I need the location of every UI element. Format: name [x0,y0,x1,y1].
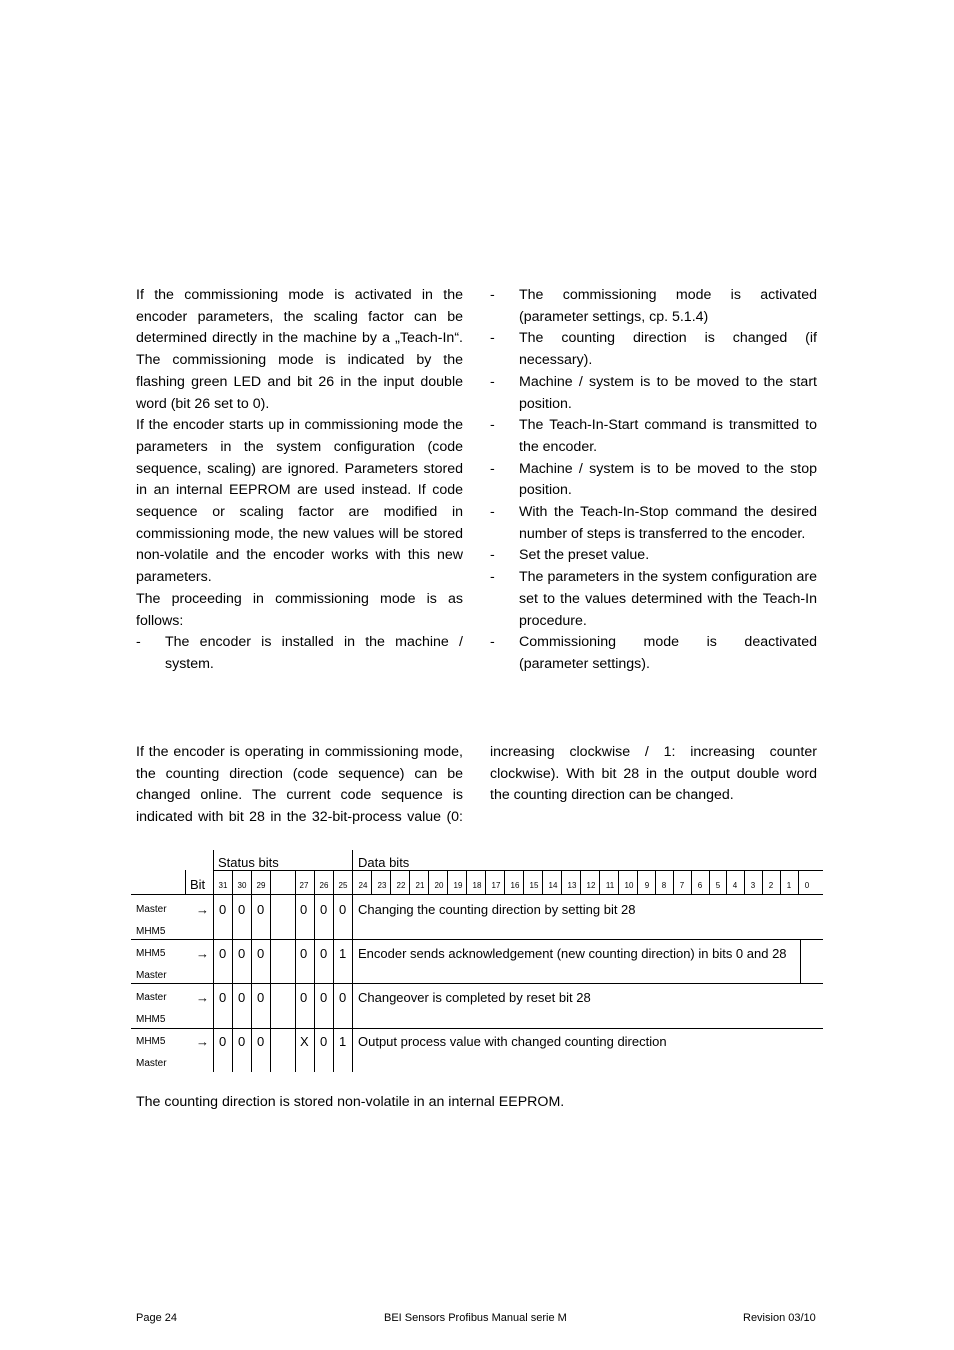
commissioning-intro-column [136,285,463,676]
direction-arrow: → [196,1034,209,1049]
bit-number: 19 [453,881,463,890]
bit-value: 0 [219,990,227,1005]
bit-number: 4 [732,881,738,890]
bit-number: 12 [586,881,596,890]
bit-number: 2 [768,881,774,890]
bit-number: 18 [472,881,482,890]
data-bits-header: Data bits [358,855,410,870]
bit-number: 21 [415,881,425,890]
row-description: Changing the counting direction by setting bit 28 [358,902,636,917]
bit-value: 0 [320,1034,328,1049]
paragraph: If the encoder is operating in commissioning mode, the counting direction (code sequence) can be changed online. The current code sequence is indicated with bit 28 in the 32-bit-process value (0: [136,744,463,826]
bit-value: 0 [219,902,227,917]
list-item: - The encoder is installed in the machine / system. [136,634,463,672]
bit-value: 0 [339,902,347,917]
bit-value: 1 [339,1034,347,1049]
row-sender: MHM5 [136,1036,166,1047]
list-item-text: The Teach-In-Start command is transmitted to the encoder. [519,417,817,455]
bit-value: 0 [300,990,308,1005]
bit-number: 8 [661,881,667,890]
commissioning-steps-list [490,285,817,676]
list-item: - The counting direction is changed (if necessary). [490,330,817,369]
row-sender: Master [136,904,167,915]
bit-number: 22 [396,881,406,890]
bit-table [131,850,823,1072]
bit-value: 0 [257,1034,265,1049]
bit-number: 27 [299,881,309,890]
bit-number: 17 [491,881,501,890]
list-item: - Commissioning mode is deactivated (parameter settings). [490,634,817,672]
bit-value: 0 [238,1034,246,1049]
bit-number: 24 [358,881,368,890]
bit-value: 1 [339,946,347,961]
list-item-text: Machine / system is to be moved to the stop position. [519,460,817,499]
bit-value: 0 [320,946,328,961]
footer-revision: Revision 03/10 [743,1312,816,1324]
bit-number: 3 [750,881,756,890]
bit-value: 0 [219,946,227,961]
list-item-text: Set the preset value. [519,547,650,564]
list-item: - Machine / system is to be moved to the start position. [490,373,817,412]
list-item-text: With the Teach-In-Stop command the desired number of steps is transferred to the encoder. [519,504,817,542]
list-item: - Machine / system is to be moved to the stop position. [490,460,817,499]
bit-number: 30 [237,881,247,890]
bit-number: 15 [529,881,539,890]
list-item: - The parameters in the system configuration are set to the values determined with the Teach-In procedure. [490,569,817,629]
bit-number: 25 [338,881,348,890]
paragraph: increasing clockwise / 1: increasing counter clockwise). With bit 28 in the output double word the counting direction can be changed. [490,744,817,804]
bit-value: 0 [238,990,246,1005]
row-receiver: MHM5 [136,926,166,937]
direction-arrow: → [196,990,209,1005]
list-item-text: The commissioning mode is activated (parameter settings, cp. 5.1.4) [519,287,817,325]
bit-value: 0 [238,902,246,917]
bit-value: 0 [320,902,328,917]
bit-value: 0 [238,946,246,961]
paragraph: If the commissioning mode is activated in the encoder parameters, the scaling factor can be determined directly in the machine by a „Teach-In“. The commissioning mode is indicated by the flashing green LED and bit 26 in the input double word (bit 26 set to 0). [136,287,463,412]
list-item-text: Commissioning mode is deactivated (parameter settings). [519,634,817,672]
bit-number: 26 [319,881,329,890]
status-bits-header: Status bits [218,855,279,870]
row-description: Output process value with changed counting direction [358,1034,667,1049]
bit-number: 14 [548,881,558,890]
bit-number: 1 [786,881,792,890]
bit-number: 10 [624,881,634,890]
row-description: Changeover is completed by reset bit 28 [358,990,591,1005]
direction-arrow: → [196,946,209,961]
list-item-text: Machine / system is to be moved to the start position. [519,373,817,412]
bit-number: 20 [434,881,444,890]
counting-direction-text-left [136,742,463,829]
bit-value: 0 [257,946,265,961]
bit-value: X [300,1034,309,1049]
bit-number: 23 [377,881,387,890]
bit-number: 11 [605,881,615,890]
bit-number: 5 [715,881,721,890]
list-item: - With the Teach-In-Stop command the desired number of steps is transferred to the encoder. [490,504,817,542]
bit-number: 7 [679,881,685,890]
bit-value: 0 [300,902,308,917]
bit-number: 13 [567,881,577,890]
row-sender: MHM5 [136,948,166,959]
bit-value: 0 [257,902,265,917]
list-item: - The commissioning mode is activated (parameter settings, cp. 5.1.4) [490,287,817,325]
bit-number: 31 [218,881,228,890]
bit-number: 16 [510,881,520,890]
row-sender: Master [136,992,167,1003]
list-item: - Set the preset value. [490,547,650,564]
row-receiver: Master [136,970,167,981]
bit-number: 6 [697,881,703,890]
paragraph: The proceeding in commissioning mode is as follows: [136,590,463,629]
bit-value: 0 [339,990,347,1005]
footer-page-number: Page 24 [136,1312,177,1324]
eeprom-note: The counting direction is stored non-volatile in an internal EEPROM. [136,1094,565,1110]
row-receiver: Master [136,1058,167,1069]
bit-value: 0 [320,990,328,1005]
list-item-text: The parameters in the system configuration are set to the values determined with the Teach-In procedure. [519,569,817,629]
bit-value: 0 [300,946,308,961]
direction-arrow: → [196,902,209,917]
footer-title: BEI Sensors Profibus Manual serie M [384,1312,567,1324]
bit-number: 0 [804,881,810,890]
bit-number: 29 [256,881,266,890]
paragraph: If the encoder starts up in commissioning mode the parameters in the system configuration (code sequence, scaling) are ignored. Parameters stored in an internal EEPROM are used instead. If code sequence or scaling factor are modified in commissioning mode, the new values will be stored non-volatile and the encoder works with this new parameters. [136,417,463,586]
bit-value: 0 [219,1034,227,1049]
row-receiver: MHM5 [136,1014,166,1025]
counting-direction-text-right [490,742,817,807]
row-description: Encoder sends acknowledgement (new counting direction) in bits 0 and 28 [358,946,787,961]
bit-value: 0 [257,990,265,1005]
bit-number: 9 [644,881,650,890]
bit-label: Bit [190,877,206,892]
list-item: - The Teach-In-Start command is transmitted to the encoder. [490,417,817,455]
list-item-text: The encoder is installed in the machine / system. [165,634,463,672]
list-item-text: The counting direction is changed (if necessary). [519,330,817,369]
